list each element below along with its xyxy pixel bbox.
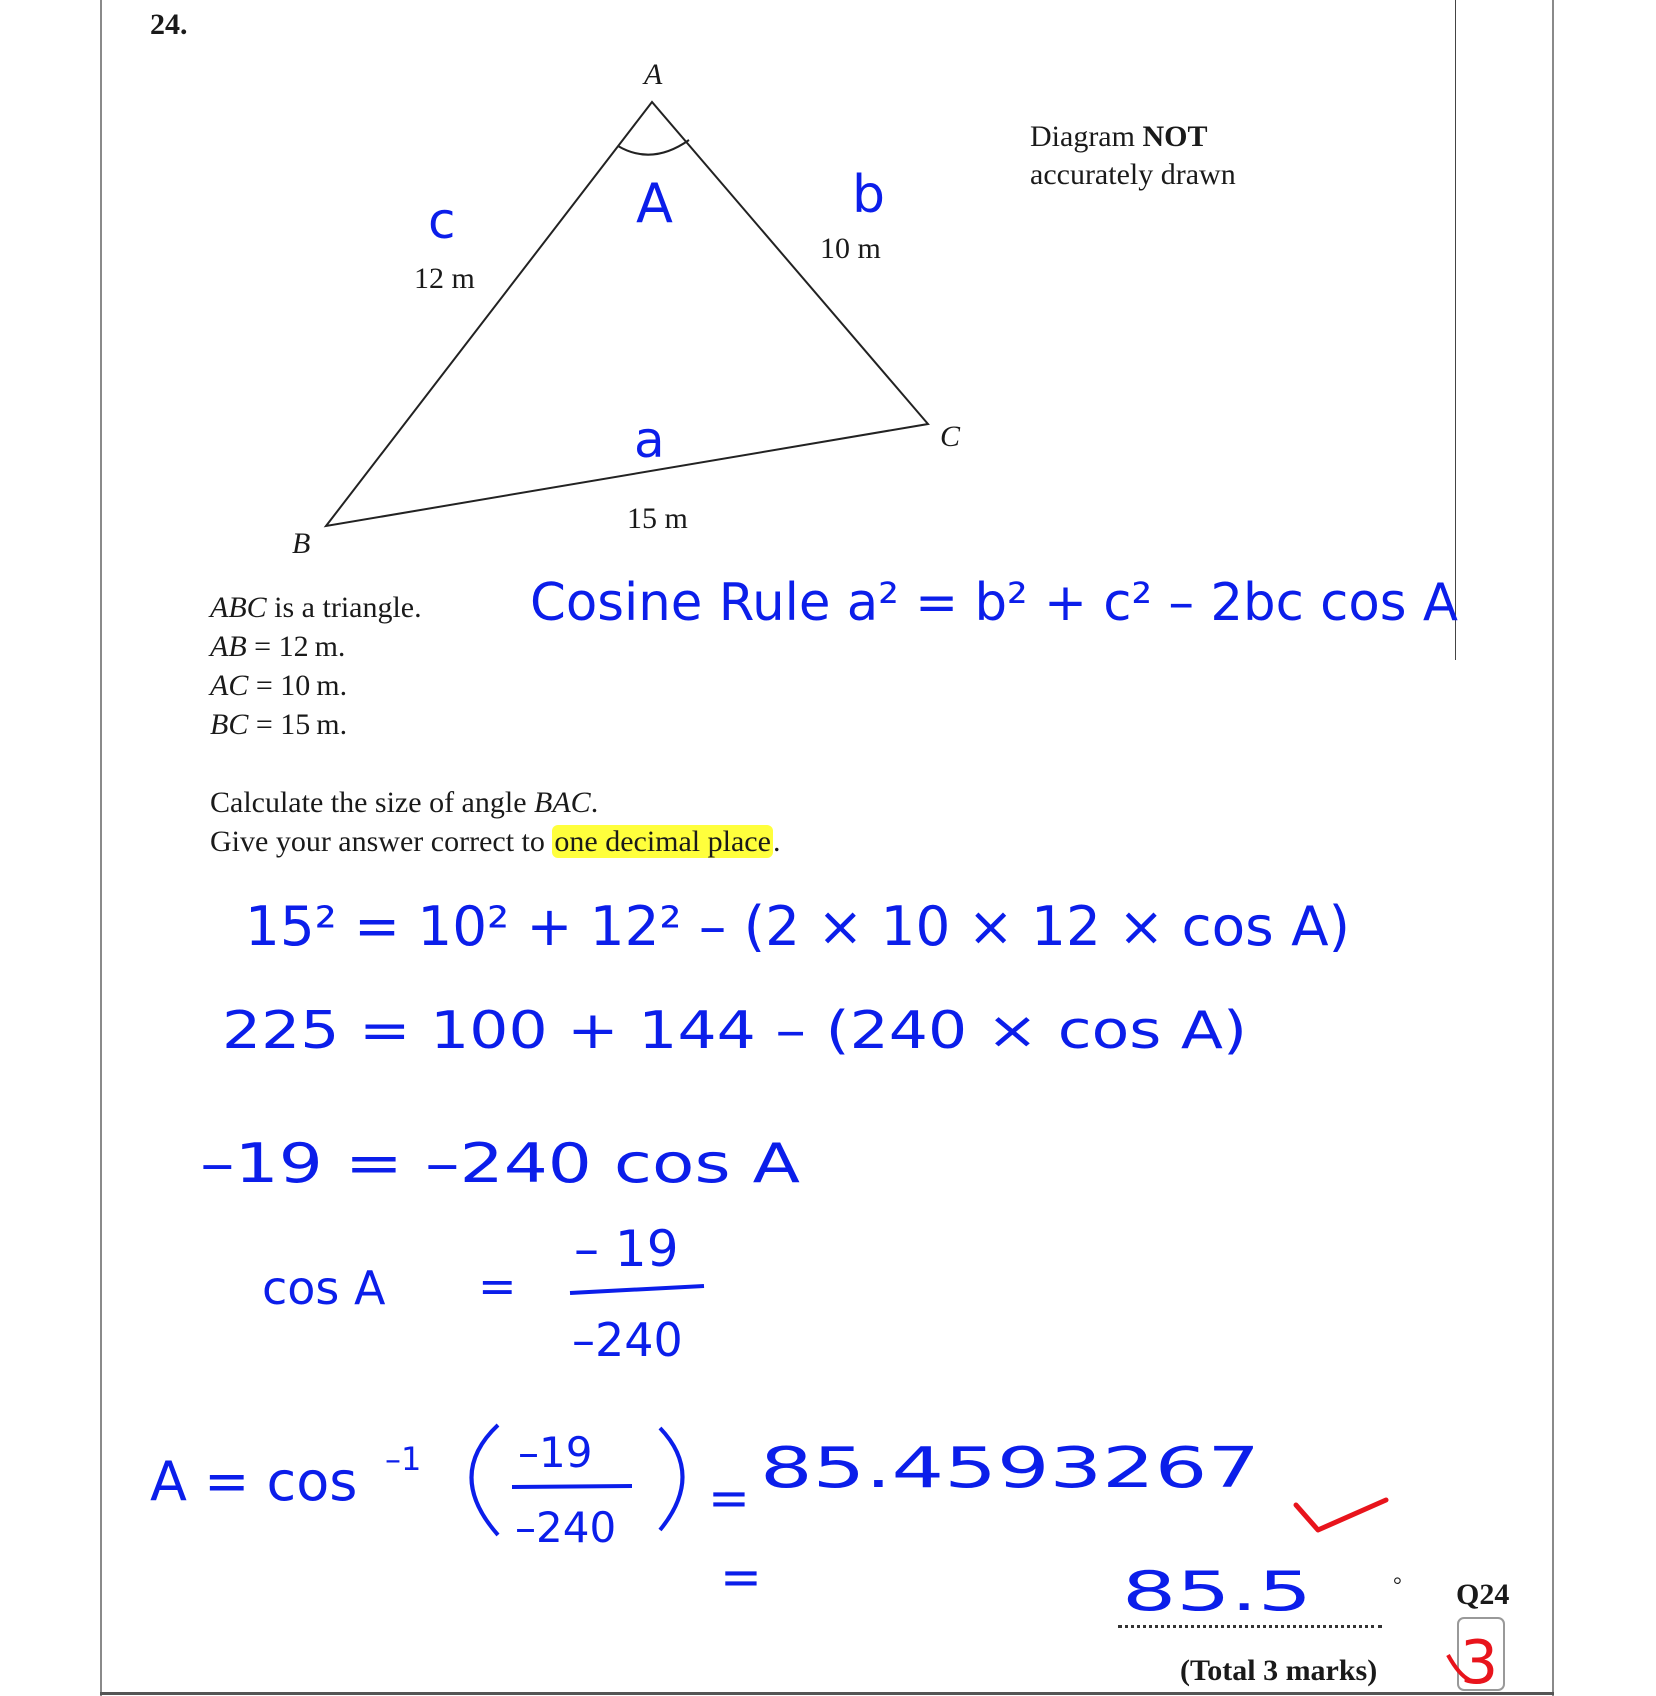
total-marks: (Total 3 marks) — [1180, 1654, 1378, 1687]
hw-right-paren — [660, 1428, 683, 1530]
hw-step-5-lhs: A = cos — [150, 1450, 358, 1513]
note-text: Diagram — [1030, 120, 1143, 153]
side-label-bc: 15 m — [627, 502, 688, 535]
given-line: ABC is a triangle. — [210, 591, 422, 624]
given-line: AB = 12 m. — [210, 630, 346, 663]
given-line: AC = 10 m. — [210, 669, 348, 702]
hw-label-angle-a: A — [636, 172, 673, 235]
hw-cosine-rule: Cosine Rule a² = b² + c² – 2bc cos A — [530, 573, 1459, 633]
hw-step-4-den: –240 — [572, 1313, 683, 1367]
side-label-ac: 10 m — [820, 232, 881, 265]
hw-left-paren — [472, 1425, 499, 1535]
vertex-label-a: A — [644, 58, 663, 91]
hw-step-2: 225 = 100 + 144 – (240 × cos A) — [222, 1001, 1247, 1061]
vertex-label-c: C — [940, 420, 961, 453]
hw-step-5-eq: = — [708, 1469, 750, 1527]
hw-label-a: a — [634, 411, 665, 469]
answer-line — [1118, 1625, 1382, 1628]
given-line: BC = 15 m. — [210, 708, 348, 741]
hw-final-answer: 85.5 — [1122, 1560, 1312, 1623]
task-line-2: Give your answer correct to one decimal place. — [210, 825, 781, 858]
hw-fraction-bar-1 — [570, 1286, 704, 1293]
note-text-2: accurately drawn — [1030, 158, 1236, 191]
hw-step-5-value: 85.4593267 — [760, 1436, 1260, 1501]
hw-fraction-bar-2 — [512, 1486, 632, 1487]
note-bold: NOT — [1142, 120, 1208, 153]
task-line-1: Calculate the size of angle BAC. — [210, 786, 599, 819]
hw-label-c: c — [428, 192, 456, 250]
hw-label-b: b — [852, 165, 886, 225]
degree-symbol: ° — [1393, 1572, 1402, 1597]
question-label: Q24 — [1456, 1578, 1510, 1611]
hw-step-1: 15² = 10² + 12² – (2 × 10 × 12 × cos A) — [245, 895, 1350, 958]
check-mark-icon — [1296, 1500, 1386, 1530]
hw-step-6-eq: = — [720, 1548, 762, 1606]
hw-step-4-num: – 19 — [574, 1220, 679, 1278]
hw-step-3: –19 = –240 cos A — [200, 1132, 801, 1195]
hw-step-5-sup: –1 — [385, 1440, 422, 1478]
highlighted-text: one decimal place — [554, 825, 771, 858]
hw-step-4-lhs: cos A — [262, 1261, 386, 1315]
hw-mark-score: 3 — [1460, 1628, 1499, 1696]
question-number: 24. — [150, 8, 188, 41]
hw-step-5-num: –19 — [518, 1428, 593, 1477]
hw-step-5-den: –240 — [515, 1503, 617, 1552]
hw-step-4-eq: = — [478, 1259, 517, 1313]
vertex-label-b: B — [292, 527, 311, 560]
side-label-ab: 12 m — [414, 262, 475, 295]
